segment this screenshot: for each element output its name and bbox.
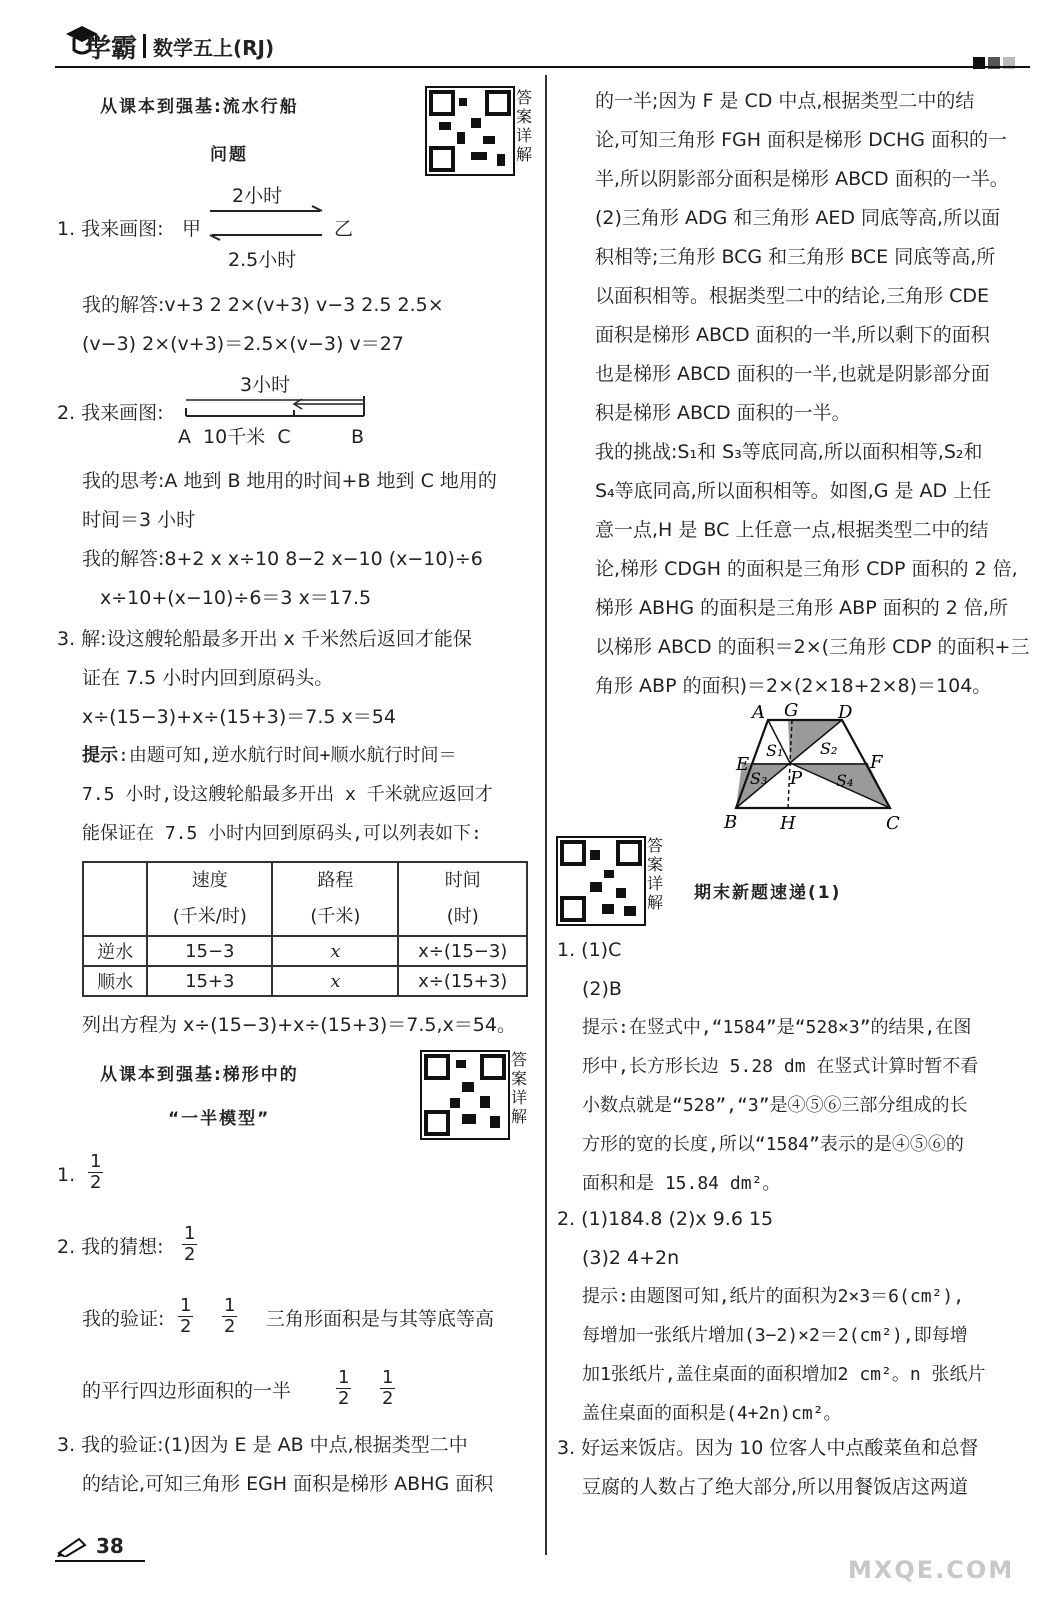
f3-line-2: 豆腐的人数占了绝大部分,所以用餐饭店这两道 [582, 1476, 969, 1498]
r-line-5: 积相等;三角形 BCG 和三角形 BCE 同底等高,所 [595, 246, 996, 268]
r-line-1: 的一半;因为 F 是 CD 中点,根据类型二中的结 [595, 90, 975, 112]
table-unit-distance: (千米) [310, 906, 361, 927]
watermark: MXQE.COM [848, 1556, 1015, 1584]
q1-yi: 乙 [334, 218, 354, 240]
a2-text-fraction-1 [336, 1368, 351, 1409]
label-H: H [780, 813, 796, 834]
a1-fraction [88, 1152, 103, 1193]
r-line-14: 梯形 ABHG 的面积是三角形 ABP 面积的 2 倍,所 [595, 597, 1008, 619]
qr-label-1: 答案详解 [516, 88, 533, 164]
table-header-distance: 路程 [317, 870, 354, 891]
book-subtitle: 数学五上(RJ) [153, 36, 275, 60]
q3-line-3: x÷(15−3)+x÷(15+3)＝7.5 x＝54 [82, 706, 396, 728]
fraction-denominator: 2 [224, 1316, 236, 1337]
label-E: E [736, 754, 750, 775]
table-header [272, 862, 398, 936]
qr-code-1[interactable] [425, 86, 515, 176]
q3-equation: 列出方程为 x÷(15−3)+x÷(15+3)＝7.5,x＝54。 [82, 1014, 516, 1036]
label-D: D [838, 702, 853, 723]
q1-prefix: 1. 我来画图: [57, 218, 164, 240]
table-header [398, 862, 527, 936]
a2-verify-fraction-1 [178, 1296, 193, 1337]
r-line-16: 角形 ABP 的面积)＝2×(2×18+2×8)＝104。 [595, 675, 992, 697]
speed-table [82, 861, 528, 997]
column-divider [545, 75, 547, 1555]
q2-time: 3小时 [240, 374, 291, 396]
table-unit-time: (时) [446, 906, 479, 927]
section-title-trapezoid: 从课本到强基:梯形中的 [100, 1065, 299, 1085]
f1-tip-1: 提示:在竖式中,“1584”是“528×3”的结果,在图 [582, 1017, 972, 1038]
q3-line-1: 3. 解:设这艘轮船最多开出 x 千米然后返回才能保 [57, 628, 472, 650]
f2-tip-3: 加1张纸片,盖住桌面的面积增加2 cm²。n 张纸片 [582, 1364, 986, 1385]
fraction-denominator: 2 [180, 1316, 192, 1337]
a3-line-1: 3. 我的验证:(1)因为 E 是 AB 中点,根据类型二中 [57, 1434, 468, 1456]
q3-tip-2: 7.5 小时,设这艘轮船最多开出 x 千米就应返回才 [82, 784, 493, 805]
qr-pattern [558, 838, 644, 924]
r-line-9: 积是梯形 ABCD 面积的一半。 [595, 402, 851, 424]
a2-text-fraction-2 [380, 1368, 395, 1409]
fraction-denominator: 2 [382, 1388, 394, 1409]
a2-verify-fraction-2 [222, 1296, 237, 1337]
a1-label: 1. [57, 1164, 76, 1186]
f2-tip-2: 每增加一张纸片增加(3−2)×2＝2(cm²),即每增 [582, 1325, 968, 1346]
table-cell: 15−3 [147, 936, 272, 966]
a2-text-2: 的平行四边形面积的一半 [82, 1380, 292, 1402]
q2-prefix: 2. 我来画图: [57, 402, 164, 424]
f1-tip-2: 形中,长方形长边 5.28 dm 在竖式计算时暂不看 [582, 1056, 979, 1077]
fraction-numerator: 1 [382, 1367, 394, 1388]
r-line-13: 论,梯形 CDGH 的面积是三角形 CDP 面积的 2 倍, [595, 558, 1018, 580]
table-header [147, 862, 272, 936]
label-F: F [870, 752, 883, 773]
q1-arrow-diagram [208, 205, 324, 245]
footer-rule [55, 1560, 145, 1562]
q3-tip-1: 提示:由题可知,逆水航行时间+顺水航行时间＝ [82, 745, 457, 766]
q1-answer-1: 我的解答:v+3 2 2×(v+3) v−3 2.5 2.5× [82, 294, 444, 316]
pencil-icon [55, 1535, 91, 1557]
label-S2: S₂ [820, 739, 838, 758]
qr-label-2: 答案详解 [511, 1050, 528, 1126]
q1-top-time: 2小时 [232, 185, 283, 207]
table-cell: x [272, 966, 398, 996]
table-cell: 15+3 [147, 966, 272, 996]
label-P: P [790, 768, 803, 789]
table-corner [83, 862, 147, 936]
q1-jia: 甲 [182, 218, 202, 240]
q2-think-2: 时间＝3 小时 [82, 509, 196, 531]
r-line-11: S₄等底同高,所以面积相等。如图,G 是 AD 上任 [595, 480, 992, 502]
q2-answer-2: x÷10+(x−10)÷6＝3 x＝17.5 [100, 587, 372, 609]
a2-verify-label: 我的验证: [82, 1308, 165, 1330]
label-C: C [886, 813, 900, 834]
fraction-numerator: 1 [90, 1151, 102, 1172]
q2-points: A 10千米 C B [178, 426, 365, 448]
q2-think-1: 我的思考:A 地到 B 地用的时间+B 地到 C 地用的 [82, 470, 497, 492]
page-number: 38 [96, 1534, 124, 1558]
f2-line-2: (3)2 4+2n [582, 1247, 680, 1269]
header-divider [143, 34, 146, 58]
fraction-denominator: 2 [338, 1388, 350, 1409]
fraction-numerator: 1 [180, 1295, 192, 1316]
f2-line-1: 2. (1)184.8 (2)x 9.6 15 [557, 1208, 774, 1230]
a2-guess-fraction [182, 1224, 197, 1265]
a2-guess: 2. 我的猜想: [57, 1236, 164, 1258]
table-header-time: 时间 [444, 870, 481, 891]
r-line-15: 以梯形 ABCD 的面积＝2×(三角形 CDP 的面积+三 [595, 636, 1030, 658]
label-B: B [724, 812, 738, 833]
a3-line-2: 的结论,可知三角形 EGH 面积是梯形 ABHG 面积 [82, 1473, 494, 1495]
table-row [83, 966, 527, 996]
q2-answer-1: 我的解答:8+2 x x÷10 8−2 x−10 (x−10)÷6 [82, 548, 483, 570]
a2-text-1: 三角形面积是与其等底等高 [266, 1308, 495, 1330]
q1-bottom-time: 2.5小时 [228, 249, 297, 271]
table-cell: x [272, 936, 398, 966]
label-S1: S₁ [766, 741, 784, 760]
f2-tip-1: 提示:由题图可知,纸片的面积为2×3＝6(cm²), [582, 1286, 965, 1307]
r-line-12: 意一点,H 是 BC 上任意一点,根据类型二中的结 [595, 519, 989, 541]
f1-line-2: (2)B [582, 978, 622, 1000]
table-row [83, 936, 527, 966]
qr-code-3[interactable] [556, 836, 646, 926]
header-squares [973, 54, 1015, 73]
table-cell: 顺水 [83, 966, 147, 996]
table-cell: x÷(15+3) [398, 966, 527, 996]
r-line-4: (2)三角形 ADG 和三角形 AED 同底等高,所以面 [595, 207, 1001, 229]
q2-line-diagram [180, 394, 370, 422]
label-S4: S₄ [836, 771, 854, 790]
table-cell: x÷(15−3) [398, 936, 527, 966]
table-header-speed: 速度 [191, 870, 228, 891]
r-line-3: 半,所以阴影部分面积是梯形 ABCD 面积的一半。 [595, 168, 1009, 190]
section-title-boat-2: 问题 [210, 145, 248, 165]
r-line-10: 我的挑战:S₁和 S₃等底同高,所以面积相等,S₂和 [595, 441, 983, 463]
f1-tip-5: 面积和是 15.84 dm²。 [582, 1173, 781, 1194]
fraction-denominator: 2 [184, 1244, 196, 1265]
r-line-7: 面积是梯形 ABCD 面积的一半,所以剩下的面积 [595, 324, 990, 346]
f2-tip-4: 盖住桌面的面积是(4+2n)cm²。 [582, 1403, 842, 1424]
qr-pattern [422, 1052, 508, 1138]
qr-label-3: 答案详解 [647, 836, 664, 912]
header-rule [55, 66, 1030, 68]
fraction-denominator: 2 [90, 1172, 102, 1193]
fraction-numerator: 1 [224, 1295, 236, 1316]
section-title-boat: 从课本到强基:流水行船 [100, 97, 299, 117]
r-line-6: 以面积相等。根据类型二中的结论,三角形 CDE [595, 285, 989, 307]
label-G: G [784, 700, 799, 721]
fraction-numerator: 1 [338, 1367, 350, 1388]
label-A: A [752, 702, 765, 723]
table-unit-speed: (千米/时) [172, 906, 247, 927]
page-header [55, 18, 1030, 68]
qr-code-2[interactable] [420, 1050, 510, 1140]
q3-line-2: 证在 7.5 小时内回到原码头。 [82, 667, 334, 689]
trapezoid-figure [720, 698, 910, 838]
r-line-2: 论,可知三角形 FGH 面积是梯形 DCHG 面积的一 [595, 129, 1008, 151]
qr-pattern [427, 88, 513, 174]
table-cell: 逆水 [83, 936, 147, 966]
brand-logo: 学霸 [85, 34, 138, 64]
f1-tip-4: 方形的宽的长度,所以“1584”表示的是④⑤⑥的 [582, 1134, 964, 1155]
label-S3: S₃ [750, 769, 768, 788]
f3-line-1: 3. 好运来饭店。因为 10 位客人中点酸菜鱼和总督 [557, 1437, 979, 1459]
q3-tip-3: 能保证在 7.5 小时内回到原码头,可以列表如下: [82, 823, 482, 844]
fraction-numerator: 1 [184, 1223, 196, 1244]
q3-tip-1-text: :由题可知,逆水航行时间+顺水航行时间＝ [118, 745, 457, 766]
f1-tip-3: 小数点就是“528”,“3”是④⑤⑥三部分组成的长 [582, 1095, 968, 1116]
r-line-8: 也是梯形 ABCD 面积的一半,也就是阴影部分面 [595, 363, 990, 385]
section-title-trapezoid-2: “一半模型” [168, 1109, 271, 1129]
section-title-final: 期末新题速递(1) [694, 883, 842, 903]
f1-line-1: 1. (1)C [557, 939, 622, 961]
q1-answer-2: (v−3) 2×(v+3)＝2.5×(v−3) v＝27 [82, 333, 404, 355]
